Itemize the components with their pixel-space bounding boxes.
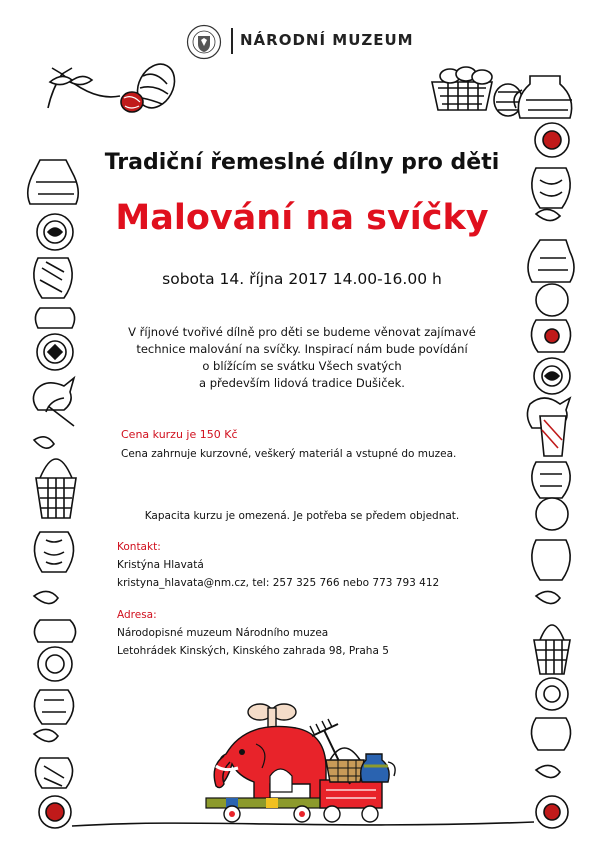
contact-section bbox=[117, 541, 439, 589]
toy-cart-icon bbox=[320, 780, 382, 822]
brand-name: NÁRODNÍ MUZEUM bbox=[240, 31, 414, 49]
basket-icon bbox=[326, 748, 364, 782]
event-title: Malování na svíčky bbox=[115, 198, 489, 238]
museum-header bbox=[0, 20, 604, 60]
price-label: Cena kurzu je 150 Kč bbox=[121, 428, 238, 441]
address-line-1: Národopisné muzeum Národního muzea bbox=[117, 627, 329, 639]
toy-illustration bbox=[196, 694, 416, 828]
capacity-note: Kapacita kurzu je omezená. Je potřeba se předem objednat. bbox=[144, 510, 460, 522]
description-line: technice malování na svíčky. Inspirací nám bude povídání bbox=[136, 342, 468, 356]
contact-name: Kristýna Hlavatá bbox=[117, 559, 204, 571]
address-line-2: Letohrádek Kinských, Kinského zahrada 98, Praha 5 bbox=[117, 645, 389, 657]
jug-icon bbox=[361, 754, 395, 782]
logo-divider bbox=[231, 28, 233, 54]
event-description bbox=[92, 324, 512, 392]
contact-label: Kontakt: bbox=[117, 541, 161, 553]
contact-details[interactable]: kristyna_hlavata@nm.cz, tel: 257 325 766 nebo 773 793 412 bbox=[117, 577, 440, 589]
address-label: Adresa: bbox=[117, 609, 157, 621]
description-line: a především lidová tradice Dušiček. bbox=[199, 376, 405, 390]
event-datetime: sobota 14. října 2017 14.00-16.00 h bbox=[162, 270, 442, 288]
description-line: o blížícím se svátku Všech svatých bbox=[202, 359, 402, 373]
event-subtitle: Tradiční řemeslné dílny pro děti bbox=[104, 150, 500, 175]
toy-mammoth-icon bbox=[206, 726, 326, 822]
price-description: Cena zahrnuje kurzovné, veškerý materiál a vstupné do muzea. bbox=[121, 448, 457, 460]
address-section bbox=[117, 609, 389, 657]
description-line: V říjnové tvořivé dílně pro děti se budeme věnovat zajímavé bbox=[128, 325, 476, 339]
museum-seal-icon bbox=[186, 24, 222, 60]
